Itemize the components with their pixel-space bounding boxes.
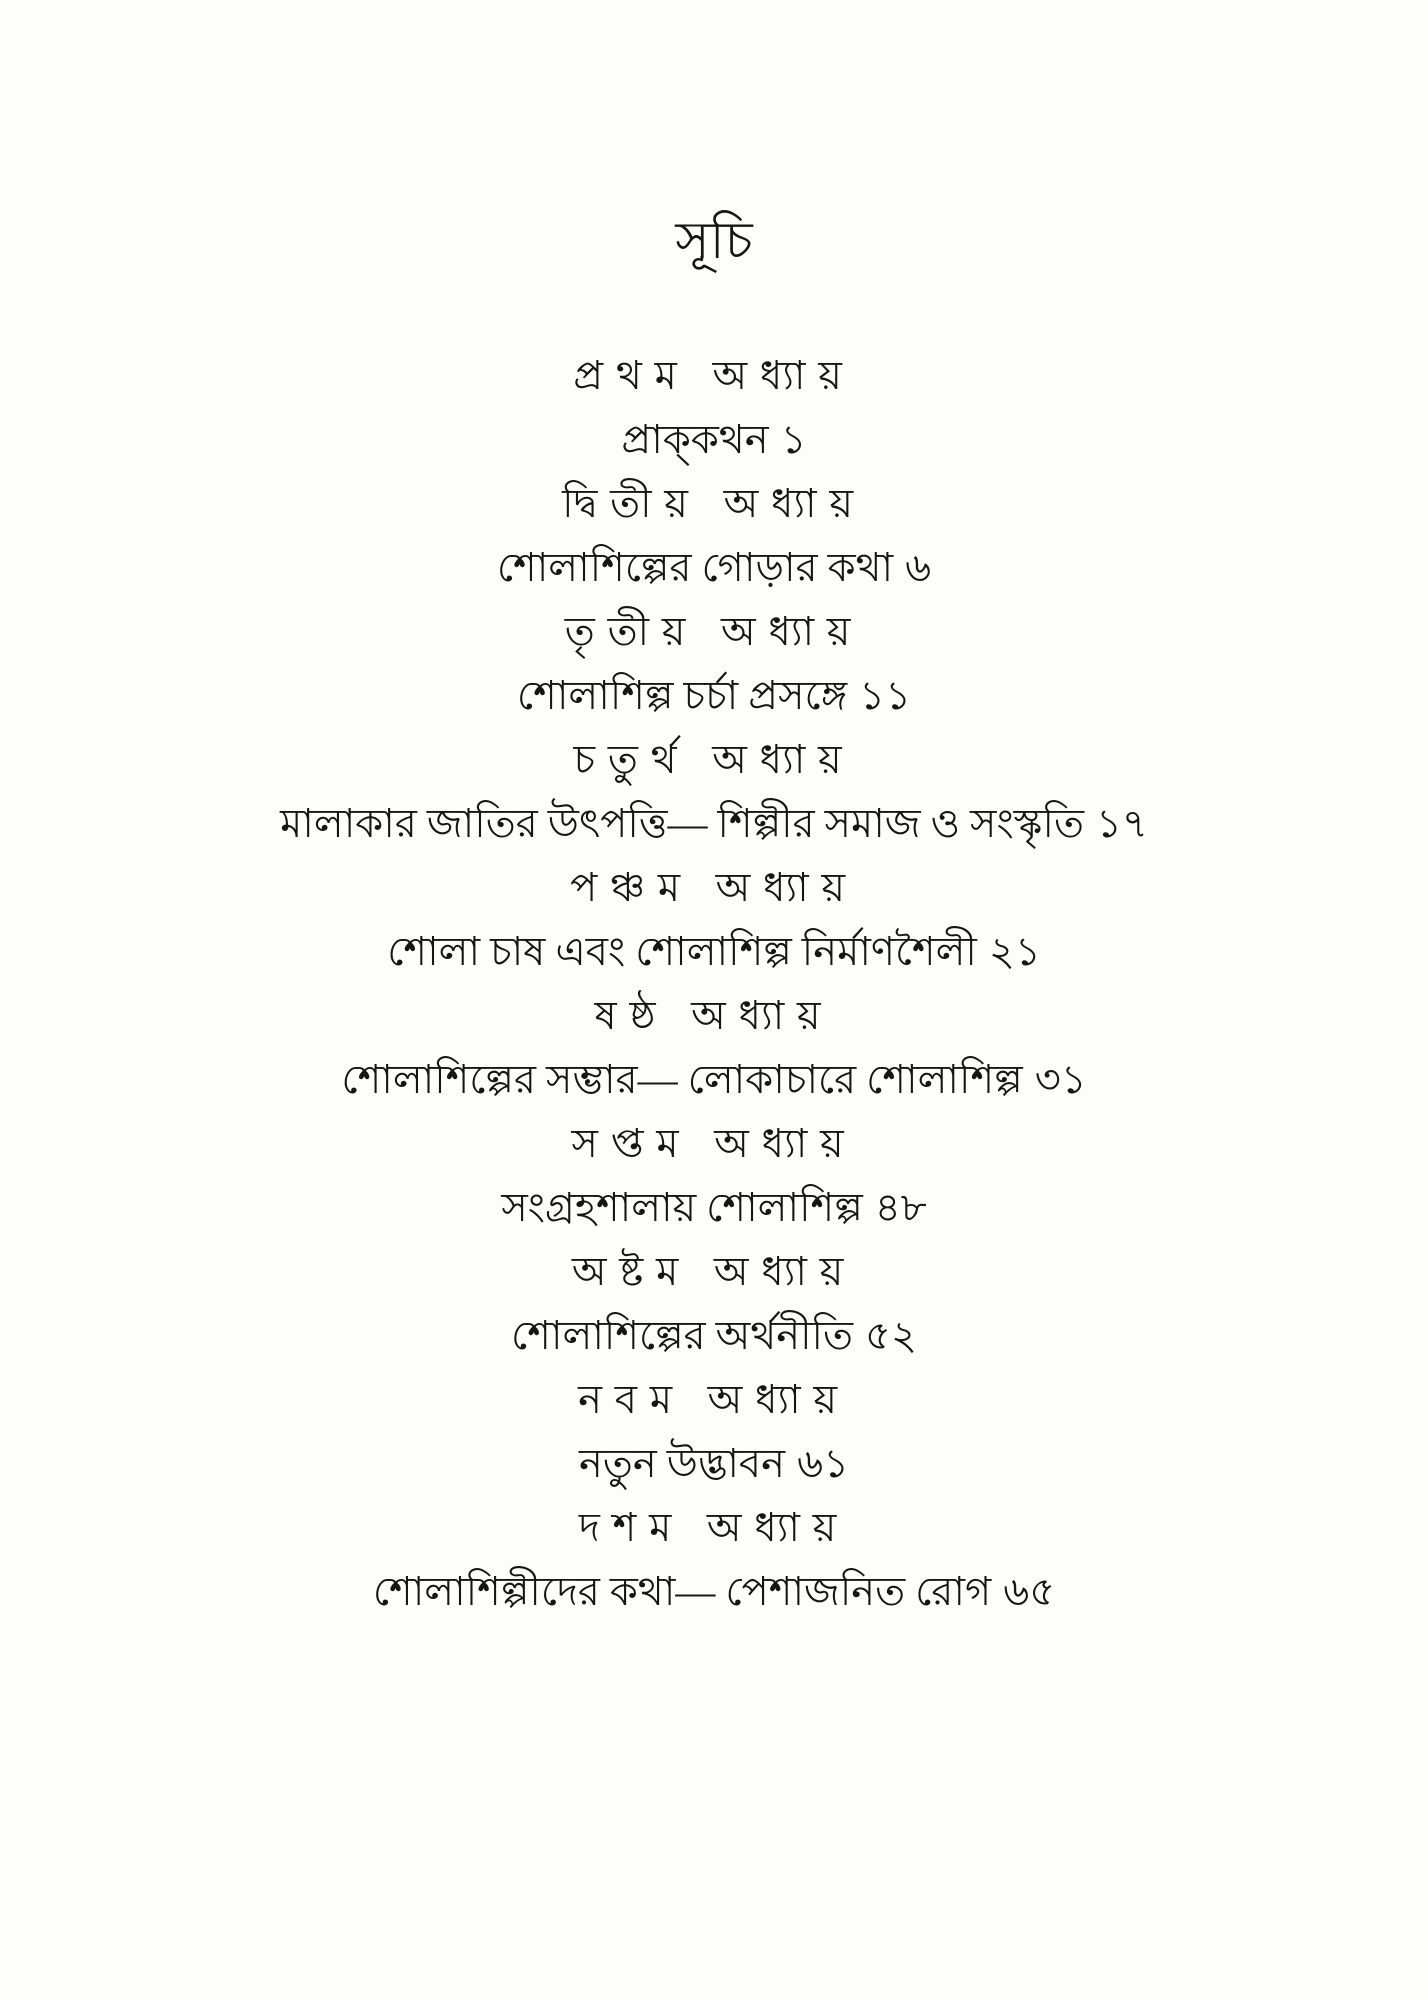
toc-entry	[80, 408, 1348, 472]
chapter-heading: অষ্টম অধ্যায়	[571, 1249, 857, 1294]
toc-page-number: ৪৮	[874, 1185, 927, 1230]
toc-entry-title: প্রাক্‌কথন	[621, 417, 769, 462]
toc-page-number: ১	[780, 417, 807, 462]
toc-entry-title: শোলাশিল্পের গোড়ার কথা	[496, 545, 894, 590]
toc-entry	[80, 1432, 1348, 1496]
chapter-heading: তৃতীয় অধ্যায়	[564, 609, 864, 654]
toc-page-number: ২১	[988, 929, 1041, 974]
chapter-heading: দ্বিতীয় অধ্যায়	[562, 481, 866, 526]
toc-entry	[80, 536, 1348, 600]
toc-entry-title: শোলাশিল্প চর্চা প্রসঙ্গে	[516, 673, 848, 718]
chapter-heading: প্রথম অধ্যায়	[573, 353, 855, 398]
toc-entry-title: শোলাশিল্পের অর্থনীতি	[511, 1313, 853, 1358]
toc-page-number: ৫২	[865, 1313, 917, 1358]
toc-entry-title: নতুন উদ্ভাবন	[578, 1441, 786, 1486]
toc-entry	[80, 1304, 1348, 1368]
toc-entry-title: শোলাশিল্পীদের কথা— পেশাজনিত রোগ	[372, 1569, 992, 1614]
toc-entry-title: শোলাশিল্পের সম্ভার— লোকাচারে শোলাশিল্প	[341, 1057, 1023, 1102]
page-title: সূচি	[675, 213, 753, 270]
toc-entry-title: সংগ্রহশালায় শোলাশিল্প	[501, 1185, 863, 1230]
toc-page-number: ৩১	[1034, 1057, 1087, 1102]
toc-page-number: ৬	[905, 545, 932, 590]
toc-page-number: ৬১	[797, 1441, 850, 1486]
chapter-heading: নবম অধ্যায়	[578, 1377, 850, 1422]
toc-entry-title: মালাকার জাতির উৎপত্তি— শিল্পীর সমাজ ও সংস্কৃতি	[280, 801, 1084, 846]
chapter-heading: পঞ্চম অধ্যায়	[570, 865, 858, 910]
chapter-heading: দশম অধ্যায়	[578, 1505, 850, 1550]
table-of-contents	[80, 344, 1348, 1624]
toc-entry-title: শোলা চাষ এবং শোলাশিল্প নির্মাণশৈলী	[387, 929, 977, 974]
toc-entry	[80, 792, 1348, 856]
chapter-heading: ষষ্ঠ অধ্যায়	[594, 993, 834, 1038]
toc-page-number: ৬৫	[1003, 1569, 1056, 1614]
toc-entry	[80, 1560, 1348, 1624]
toc-entry	[80, 1176, 1348, 1240]
chapter-heading: সপ্তম অধ্যায়	[571, 1121, 857, 1166]
toc-page-number: ১৭	[1095, 801, 1148, 846]
toc-page-number: ১১	[859, 673, 912, 718]
toc-entry	[80, 920, 1348, 984]
toc-entry	[80, 664, 1348, 728]
chapter-heading: চতুর্থ অধ্যায়	[573, 737, 855, 782]
toc-entry	[80, 1048, 1348, 1112]
